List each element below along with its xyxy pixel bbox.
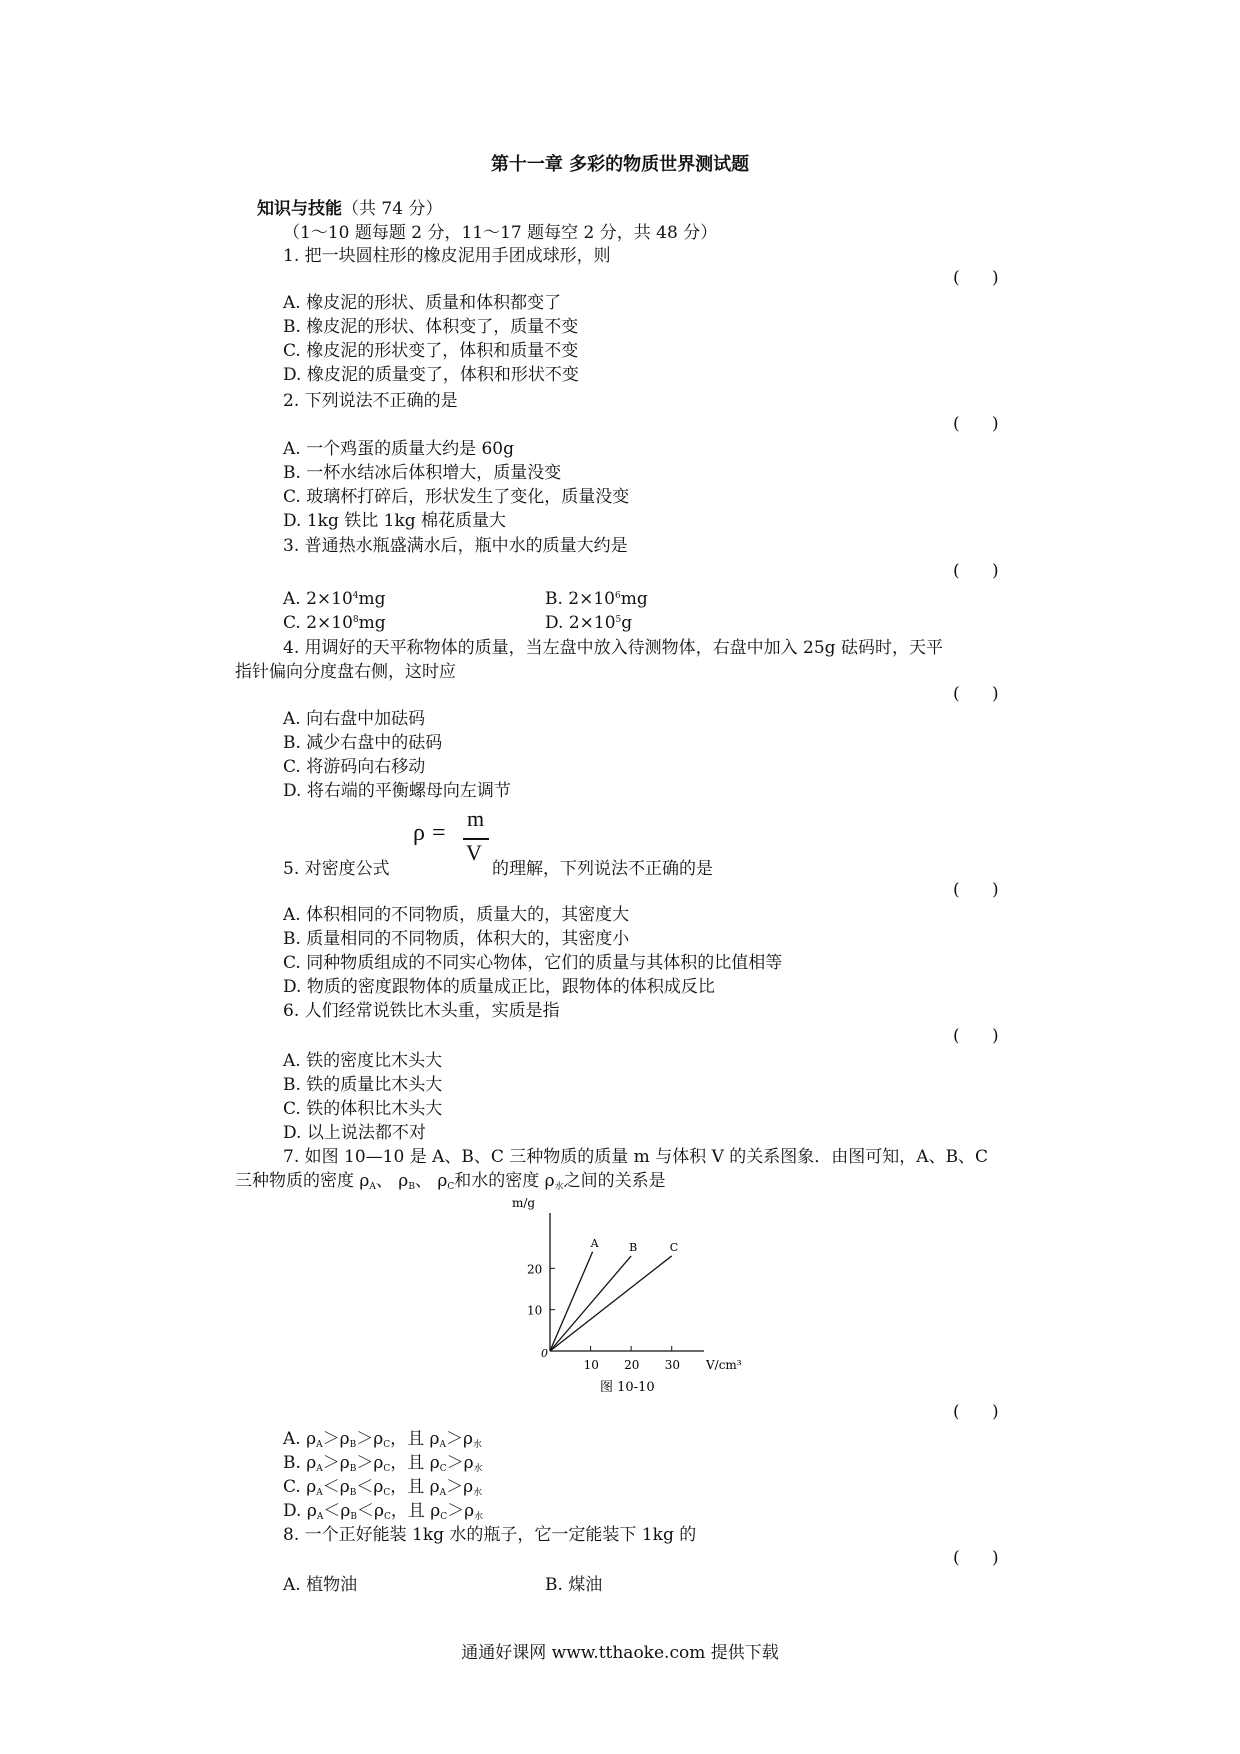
q2-option-c: C. 玻璃杯打碎后，形状发生了变化，质量没变 [283, 487, 630, 507]
q3-option-b: B. $2\times 10^6mg$ [545, 589, 648, 609]
q7-option: A. $\rho_A>\rho_B>\rho_C$，且 $\rho_A>\rho_水$ [283, 1429, 483, 1450]
page-footer: 通通好课网 www.tthaoke.com 提供下载 [461, 1643, 779, 1663]
q2-option-a: A. 一个鸡蛋的质量大约是 60g [283, 439, 515, 459]
q3-option-d: D. $2\times 10^5g$ [545, 613, 633, 633]
q2-option-d: D. 1kg 铁比 1kg 棉花质量大 [283, 511, 507, 531]
q4-option-b: B. 减少右盘中的砝码 [283, 733, 443, 753]
q5-option-b: B. 质量相同的不同物质，体积大的，其密度小 [283, 929, 630, 949]
q5-option-d: D. 物质的密度跟物体的质量成正比，跟物体的体积成反比 [283, 977, 715, 997]
q1-option-a: A. 橡皮泥的形状、质量和体积都变了 [283, 293, 562, 313]
y-tick-label: 20 [527, 1262, 543, 1277]
q2-option-b: B. 一杯水结冰后体积增大，质量没变 [283, 463, 562, 483]
y-axis-label: m/g [512, 1196, 536, 1210]
q7-stem-line2: 三种物质的密度 $\rho_A$、 $\rho_B$、 $\rho_C$和水的密度 $\rho_水$之间的关系是 [235, 1171, 666, 1192]
q1-stem: 1. 把一块圆柱形的橡皮泥用手团成球形，则 [283, 246, 611, 266]
q5-option-c: C. 同种物质组成的不同实心物体，它们的质量与其体积的比值相等 [283, 953, 783, 973]
q6-stem: 6. 人们经常说铁比木头重，实质是指 [283, 1001, 560, 1021]
q1-answer-blank: ( ) [953, 268, 999, 288]
page-title: 第十一章 多彩的物质世界测试题 [490, 154, 750, 175]
series-line-c [550, 1256, 672, 1351]
q5-stem-suffix: 的理解，下列说法不正确的是 [492, 859, 713, 879]
chart-caption: 图 10-10 [600, 1380, 655, 1395]
x-axis-label: V/cm³ [706, 1358, 742, 1372]
q6-option-a: A. 铁的密度比木头大 [283, 1051, 443, 1071]
section-label: 知识与技能 [257, 199, 342, 219]
formula-rho: ρ [413, 820, 425, 846]
y-tick-label: 10 [527, 1303, 543, 1318]
q2-stem: 2. 下列说法不正确的是 [283, 391, 458, 411]
x-tick-label: 30 [664, 1358, 680, 1372]
origin-label: 0 [541, 1347, 548, 1360]
q8-option-a: A. 植物油 [283, 1575, 358, 1595]
q8-stem: 8. 一个正好能装 1kg 水的瓶子，它一定能装下 1kg 的 [283, 1525, 697, 1545]
scoring-note: （1～10 题每题 2 分，11～17 题每空 2 分，共 48 分） [283, 223, 718, 243]
q6-answer-blank: ( ) [953, 1026, 999, 1046]
q4-stem-line1: 4. 用调好的天平称物体的质量，当左盘中放入待测物体，右盘中加入 25g 砝码时，天平 [283, 638, 943, 658]
q5-stem-prefix: 5. 对密度公式 [283, 859, 390, 879]
q8-answer-blank: ( ) [953, 1548, 999, 1568]
formula-numerator: m [467, 806, 485, 831]
q4-stem-line2: 指针偏向分度盘右侧，这时应 [235, 662, 456, 682]
q2-answer-blank: ( ) [953, 414, 999, 434]
q6-option-d: D. 以上说法都不对 [283, 1123, 426, 1143]
x-tick-label: 10 [583, 1358, 599, 1372]
q8-option-b: B. 煤油 [545, 1575, 603, 1595]
q7-option: D. $\rho_A<\rho_B<\rho_C$，且 $\rho_C>\rho_水$ [283, 1501, 484, 1522]
q7-answer-blank: ( ) [953, 1402, 999, 1422]
q4-option-a: A. 向右盘中加砝码 [283, 709, 426, 729]
q7-option: C. $\rho_A<\rho_B<\rho_C$，且 $\rho_A>\rho_水$ [283, 1477, 483, 1498]
series-line-a [550, 1252, 593, 1351]
section-points: （共 74 分） [342, 199, 443, 219]
formula-denominator: V [466, 840, 482, 865]
q3-option-a: A. $2\times 10^4mg$ [283, 589, 386, 609]
q4-option-c: C. 将游码向右移动 [283, 757, 426, 777]
q6-option-b: B. 铁的质量比木头大 [283, 1075, 443, 1095]
q5-answer-blank: ( ) [953, 880, 999, 900]
x-tick-label: 20 [624, 1358, 640, 1372]
q7-stem-line1: 7. 如图 10—10 是 A、B、C 三种物质的质量 m 与体积 V 的关系图象．由图可知，A、B、C [283, 1147, 989, 1167]
q5-option-a: A. 体积相同的不同物质，质量大的，其密度大 [283, 905, 630, 925]
formula-equals: = [432, 820, 446, 846]
q1-option-b: B. 橡皮泥的形状、体积变了，质量不变 [283, 317, 579, 337]
q3-stem: 3. 普通热水瓶盛满水后，瓶中水的质量大约是 [283, 536, 628, 556]
q4-answer-blank: ( ) [953, 684, 999, 704]
q1-option-c: C. 橡皮泥的形状变了，体积和质量不变 [283, 341, 579, 361]
series-line-b [550, 1256, 631, 1351]
q1-option-d: D. 橡皮泥的质量变了，体积和形状不变 [283, 365, 579, 385]
series-label-b: B [629, 1240, 638, 1254]
q6-option-c: C. 铁的体积比木头大 [283, 1099, 443, 1119]
series-label-a: A [590, 1236, 599, 1250]
q4-option-d: D. 将右端的平衡螺母向左调节 [283, 781, 511, 801]
mass-volume-chart [505, 1196, 742, 1395]
q3-option-c: C. $2\times 10^8mg$ [283, 613, 386, 633]
q3-answer-blank: ( ) [953, 561, 999, 581]
q7-option: B. $\rho_A>\rho_B>\rho_C$，且 $\rho_C>\rho_水$ [283, 1453, 483, 1474]
section-heading [257, 198, 442, 220]
series-label-c: C [669, 1240, 679, 1254]
